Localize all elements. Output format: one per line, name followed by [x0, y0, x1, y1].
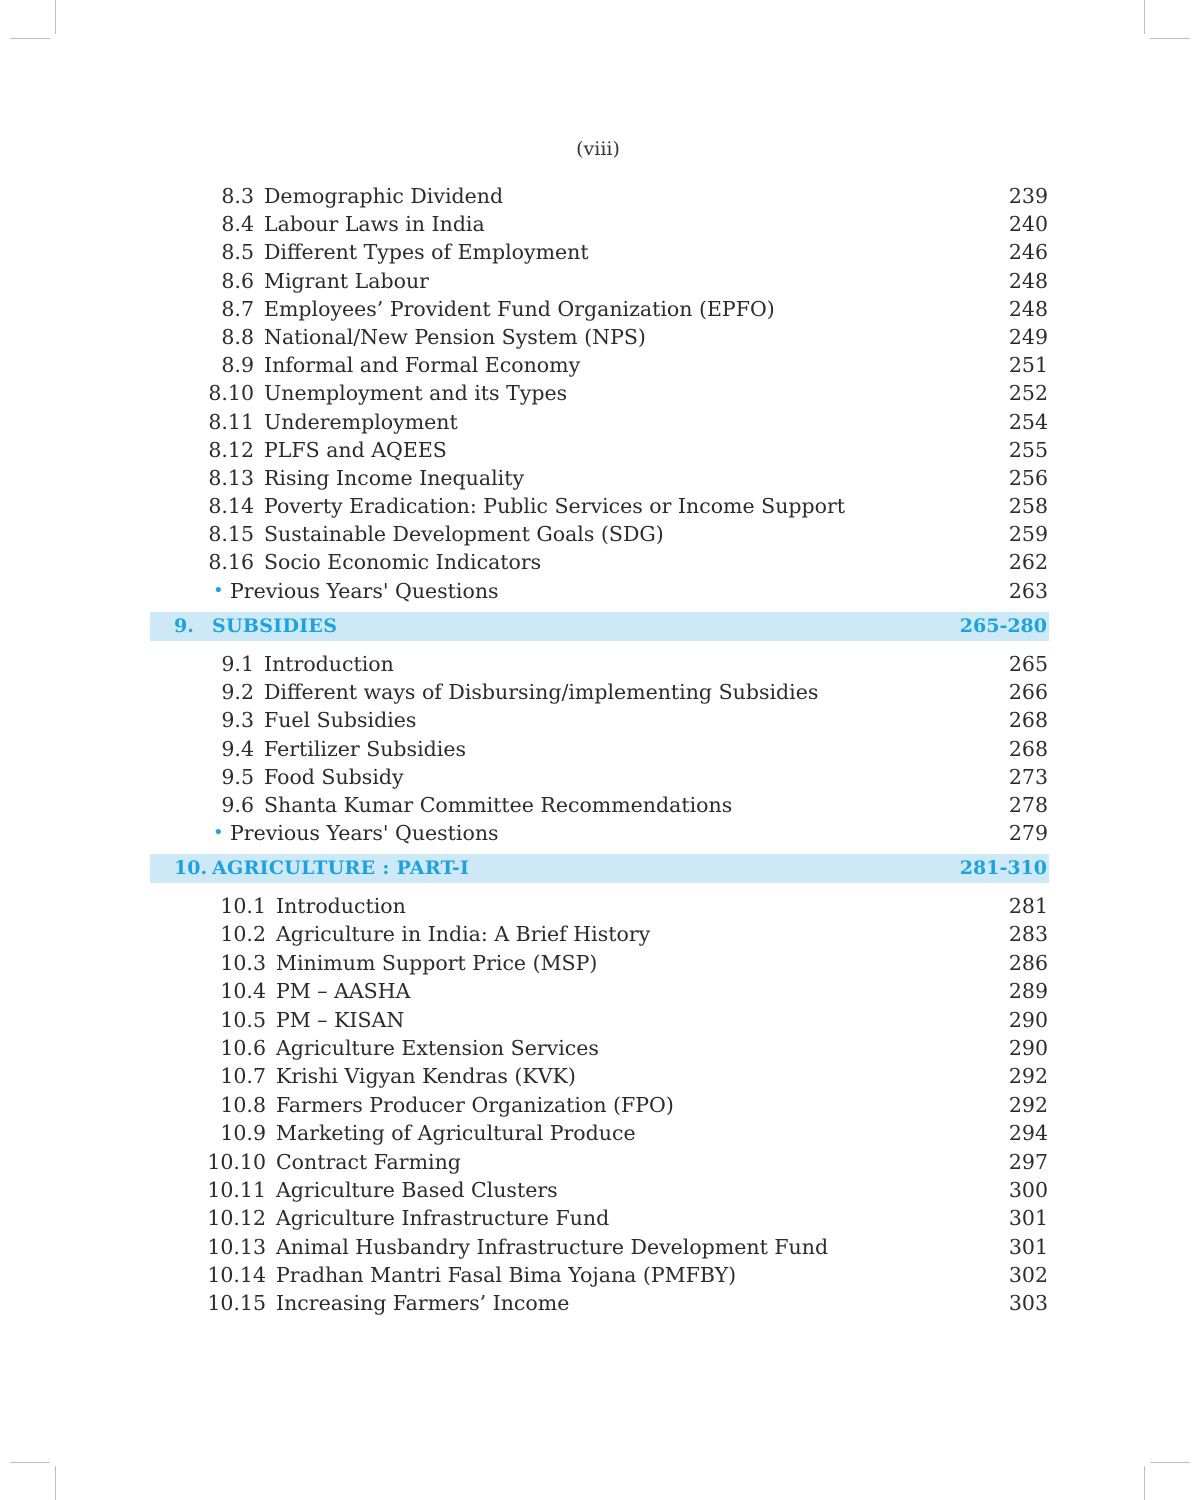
- toc-item-title: Shanta Kumar Committee Recommendations: [264, 792, 733, 817]
- toc-item-page: 249: [1008, 324, 1048, 349]
- toc-item-page: 254: [1008, 409, 1048, 434]
- bullet-icon: •: [213, 822, 224, 844]
- toc-item[interactable]: [0, 408, 1200, 436]
- toc-item-page: 301: [1008, 1234, 1048, 1259]
- chapter-page-range: 265-280: [959, 615, 1047, 637]
- toc-item-title: Unemployment and its Types: [264, 381, 568, 406]
- toc-item-page: 256: [1008, 465, 1048, 490]
- toc-item-page: 263: [1008, 578, 1048, 603]
- section-9-items: [0, 650, 1200, 819]
- page-number: (viii): [576, 138, 620, 160]
- toc-item-title: PM – KISAN: [276, 1007, 405, 1032]
- chapter-page-range: 281-310: [959, 857, 1047, 879]
- toc-item-title: Migrant Labour: [264, 268, 429, 293]
- toc-item-title: Farmers Producer Organization (FPO): [276, 1092, 674, 1117]
- toc-item-page: 246: [1008, 240, 1048, 265]
- toc-item-page: 292: [1008, 1092, 1048, 1117]
- toc-item-title: Agriculture in India: A Brief History: [276, 922, 651, 947]
- toc-item-title: Animal Husbandry Infrastructure Development Fund: [276, 1234, 829, 1259]
- toc-item-page: 278: [1008, 792, 1048, 817]
- toc-item-title: Introduction: [276, 894, 406, 918]
- toc-item-number: 10.4: [220, 979, 266, 1004]
- toc-item[interactable]: [0, 678, 1200, 706]
- toc-item-title: Agriculture Infrastructure Fund: [276, 1206, 610, 1231]
- toc-item-title: Food Subsidy: [264, 764, 404, 789]
- toc-item-page: 292: [1008, 1064, 1048, 1089]
- toc-item-page: 258: [1008, 494, 1048, 519]
- toc-item-title: Previous Years' Questions: [230, 578, 499, 603]
- toc-item-number: 10.2: [220, 922, 266, 947]
- chapter-title: SUBSIDIES: [212, 615, 338, 637]
- toc-item-page: 239: [1008, 184, 1048, 208]
- toc-item-page: 262: [1008, 550, 1048, 575]
- bullet-icon: •: [213, 579, 224, 601]
- crop-mark-bottom-right-vertical: [1144, 1466, 1145, 1500]
- crop-mark-bottom-right-horizontal: [1150, 1462, 1190, 1463]
- toc-item-number: 8.6: [221, 268, 254, 293]
- toc-item[interactable]: [0, 763, 1200, 791]
- toc-item-page: 268: [1008, 708, 1048, 733]
- toc-item[interactable]: [0, 238, 1200, 266]
- toc-item-page: 283: [1008, 922, 1048, 947]
- toc-item-title: Fertilizer Subsidies: [264, 736, 466, 761]
- section-8-previous-years-questions[interactable]: [0, 577, 1200, 605]
- toc-item-page: 266: [1008, 680, 1048, 705]
- toc-item[interactable]: [0, 949, 1200, 977]
- toc-item-title: Marketing of Agricultural Produce: [276, 1121, 636, 1146]
- toc-item-title: Different Types of Employment: [264, 240, 589, 265]
- chapter-number: 10.: [174, 857, 208, 879]
- toc-item[interactable]: [0, 1233, 1200, 1261]
- toc-item-number: 10.14: [207, 1263, 266, 1288]
- toc-item[interactable]: [0, 351, 1200, 379]
- toc-item-title: National/New Pension System (NPS): [264, 324, 646, 349]
- toc-item[interactable]: [0, 977, 1200, 1005]
- toc-item-number: 10.5: [220, 1007, 266, 1032]
- chapter-9-header[interactable]: [150, 612, 1049, 641]
- toc-item-title: PM – AASHA: [276, 979, 411, 1004]
- toc-item[interactable]: [0, 267, 1200, 295]
- section-8-items: [0, 182, 1200, 577]
- toc-item-number: 8.11: [208, 409, 254, 434]
- toc-item-title: Underemployment: [264, 409, 458, 434]
- section-8-list: [0, 182, 1200, 605]
- toc-item-title: Fuel Subsidies: [264, 708, 417, 733]
- toc-item[interactable]: [0, 182, 1200, 210]
- toc-item-page: 248: [1008, 296, 1048, 321]
- toc-item-number: 10.1: [220, 894, 266, 918]
- toc-item[interactable]: [0, 1204, 1200, 1232]
- section-10-list: [0, 892, 1200, 1318]
- toc-item-page: 265: [1008, 652, 1048, 676]
- crop-mark-bottom-left-vertical: [55, 1466, 56, 1500]
- crop-mark-top-right-vertical: [1144, 0, 1145, 34]
- toc-item-number: 8.13: [208, 465, 254, 490]
- toc-item-page: 297: [1008, 1149, 1048, 1174]
- toc-item-number: 8.3: [221, 184, 254, 208]
- toc-item[interactable]: [0, 735, 1200, 763]
- toc-item-title: Rising Income Inequality: [264, 465, 525, 490]
- toc-item-page: 279: [1008, 821, 1048, 846]
- toc-item-page: 290: [1008, 1035, 1048, 1060]
- toc-item-title: Agriculture Extension Services: [276, 1035, 599, 1060]
- toc-item-number: 10.6: [220, 1035, 266, 1060]
- toc-item[interactable]: [0, 492, 1200, 520]
- crop-mark-top-left-horizontal: [10, 38, 50, 39]
- toc-item-number: 8.16: [208, 550, 254, 575]
- toc-item-number: 9.3: [221, 708, 254, 733]
- chapter-10-header[interactable]: [150, 854, 1049, 883]
- toc-item-title: Employees’ Provident Fund Organization (EPFO): [264, 296, 775, 321]
- toc-item-number: 8.4: [221, 212, 254, 237]
- toc-item-page: 240: [1008, 212, 1048, 237]
- toc-item-title: Introduction: [264, 652, 394, 676]
- toc-item-page: 273: [1008, 764, 1048, 789]
- toc-item[interactable]: [0, 892, 1200, 920]
- toc-item-page: 294: [1008, 1121, 1048, 1146]
- toc-item[interactable]: [0, 520, 1200, 548]
- toc-item-number: 8.10: [208, 381, 254, 406]
- toc-item-page: 268: [1008, 736, 1048, 761]
- toc-item-title: Pradhan Mantri Fasal Bima Yojana (PMFBY): [276, 1263, 737, 1288]
- toc-item-title: Sustainable Development Goals (SDG): [264, 522, 664, 547]
- section-10-items: [0, 892, 1200, 1318]
- toc-item[interactable]: [0, 323, 1200, 351]
- toc-item[interactable]: [0, 706, 1200, 734]
- toc-item[interactable]: [0, 210, 1200, 238]
- section-9-previous-years-questions[interactable]: [0, 819, 1200, 847]
- toc-item-page: 286: [1008, 950, 1048, 975]
- toc-item-number: 10.12: [207, 1206, 266, 1231]
- toc-item-number: 10.10: [207, 1149, 266, 1174]
- toc-item-number: 10.8: [220, 1092, 266, 1117]
- toc-item-title: Labour Laws in India: [264, 212, 485, 237]
- toc-item[interactable]: [0, 1148, 1200, 1176]
- crop-mark-bottom-left-horizontal: [10, 1462, 50, 1463]
- toc-item-number: 10.13: [207, 1234, 266, 1259]
- toc-item-number: 10.9: [220, 1121, 266, 1146]
- toc-item-number: 10.3: [220, 950, 266, 975]
- toc-item-page: 252: [1008, 381, 1048, 406]
- toc-item-page: 255: [1008, 437, 1048, 462]
- toc-item-number: 8.9: [221, 353, 254, 378]
- toc-item-title: Demographic Dividend: [264, 184, 504, 208]
- toc-item-number: 10.7: [220, 1064, 266, 1089]
- toc-item-page: 251: [1008, 353, 1048, 378]
- toc-item-page: 290: [1008, 1007, 1048, 1032]
- toc-item-page: 300: [1008, 1177, 1048, 1202]
- toc-item[interactable]: [0, 1261, 1200, 1289]
- toc-item-number: 10.15: [207, 1291, 266, 1316]
- toc-item-page: 301: [1008, 1206, 1048, 1231]
- toc-item-page: 281: [1008, 894, 1048, 918]
- toc-item[interactable]: [0, 379, 1200, 407]
- toc-item-number: 9.6: [221, 792, 254, 817]
- toc-item-number: 8.14: [208, 494, 254, 519]
- toc-item-page: 302: [1008, 1263, 1048, 1288]
- toc-item-page: 259: [1008, 522, 1048, 547]
- toc-item[interactable]: [0, 1006, 1200, 1034]
- toc-item[interactable]: [0, 295, 1200, 323]
- toc-item-title: Agriculture Based Clusters: [276, 1177, 558, 1202]
- toc-item-title: Increasing Farmers’ Income: [276, 1291, 570, 1316]
- toc-item-page: 303: [1008, 1291, 1048, 1316]
- toc-item-title: Poverty Eradication: Public Services or Income Support: [264, 494, 846, 519]
- toc-item[interactable]: [0, 548, 1200, 576]
- toc-item[interactable]: [0, 1062, 1200, 1090]
- toc-item-number: 9.5: [221, 764, 254, 789]
- toc-item[interactable]: [0, 1119, 1200, 1147]
- chapter-number: 9.: [174, 615, 194, 637]
- toc-item[interactable]: [0, 650, 1200, 678]
- toc-item-title: Informal and Formal Economy: [264, 353, 581, 378]
- toc-item-title: Minimum Support Price (MSP): [276, 950, 598, 975]
- toc-item[interactable]: [0, 920, 1200, 948]
- toc-item-number: 8.5: [221, 240, 254, 265]
- toc-item[interactable]: [0, 464, 1200, 492]
- toc-item[interactable]: [0, 791, 1200, 819]
- toc-item-number: 9.4: [221, 736, 254, 761]
- toc-item-title: Socio Economic Indicators: [264, 550, 542, 575]
- crop-mark-top-right-horizontal: [1150, 38, 1190, 39]
- toc-item-number: 8.8: [221, 324, 254, 349]
- toc-item-number: 10.11: [207, 1177, 266, 1202]
- chapter-title: AGRICULTURE : PART-I: [212, 857, 470, 879]
- toc-item[interactable]: [0, 1034, 1200, 1062]
- toc-item[interactable]: [0, 436, 1200, 464]
- toc-item-title: Different ways of Disbursing/implementing Subsidies: [264, 680, 819, 705]
- toc-item-title: Previous Years' Questions: [230, 821, 499, 846]
- toc-item-number: 9.1: [221, 652, 254, 676]
- toc-item-title: PLFS and AQEES: [264, 437, 447, 462]
- toc-item-number: 8.15: [208, 522, 254, 547]
- toc-item-number: 9.2: [221, 680, 254, 705]
- toc-item-page: 289: [1008, 979, 1048, 1004]
- toc-item-page: 248: [1008, 268, 1048, 293]
- toc-item[interactable]: [0, 1091, 1200, 1119]
- toc-item-title: Contract Farming: [276, 1149, 461, 1174]
- toc-item-title: Krishi Vigyan Kendras (KVK): [276, 1064, 576, 1089]
- toc-item[interactable]: [0, 1289, 1200, 1317]
- section-9-list: [0, 650, 1200, 847]
- toc-item-number: 8.7: [221, 296, 254, 321]
- toc-item-number: 8.12: [208, 437, 254, 462]
- toc-item[interactable]: [0, 1176, 1200, 1204]
- crop-mark-top-left-vertical: [55, 0, 56, 34]
